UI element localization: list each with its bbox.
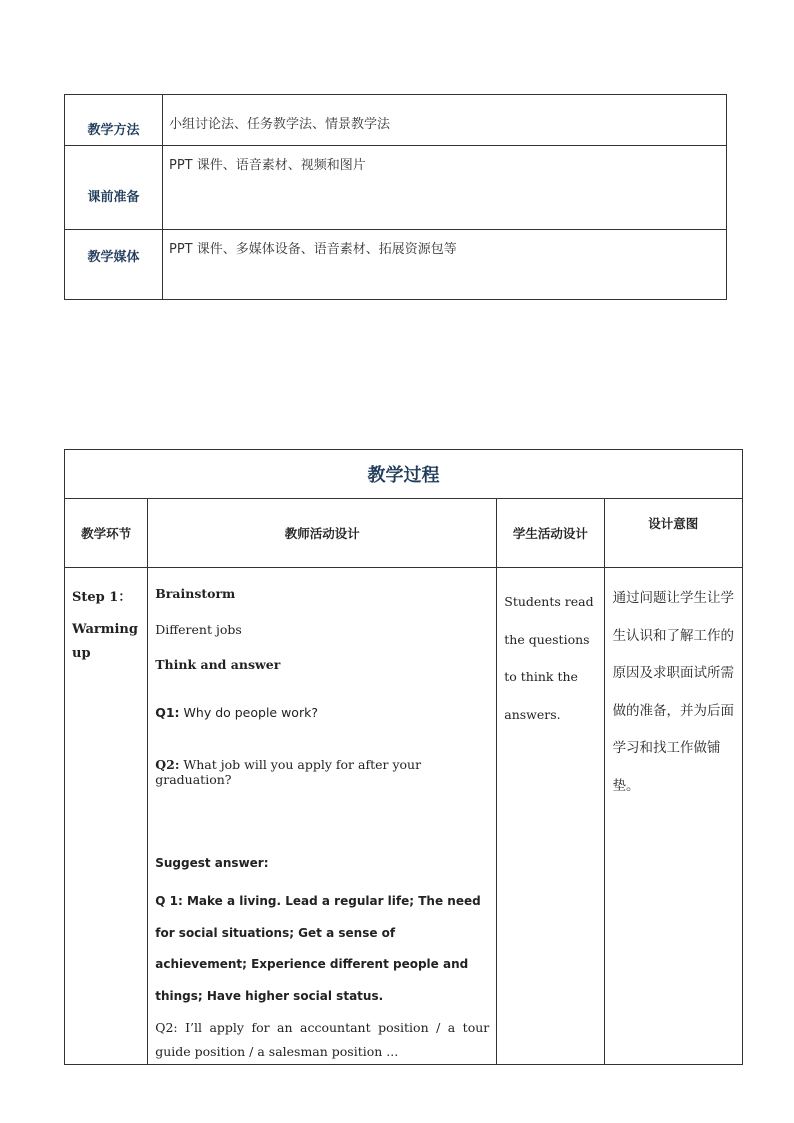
info-label: 课前准备 bbox=[65, 146, 163, 230]
step-name: Warming up bbox=[72, 622, 138, 661]
question-1 bbox=[155, 705, 489, 720]
think-answer-heading: Think and answer bbox=[155, 657, 281, 672]
teacher-cell bbox=[148, 568, 497, 1065]
q1-text: Why do people work? bbox=[179, 705, 318, 720]
info-value: PPT 课件、多媒体设备、语音素材、拓展资源包等 bbox=[163, 230, 727, 300]
different-jobs: Different jobs bbox=[155, 622, 242, 637]
info-row bbox=[65, 146, 727, 230]
step-row bbox=[65, 568, 743, 1065]
header-design-intent: 设计意图 bbox=[604, 499, 742, 568]
step-number: Step 1： bbox=[72, 590, 132, 605]
brainstorm-heading: Brainstorm bbox=[155, 586, 236, 601]
info-label: 教学媒体 bbox=[65, 230, 163, 300]
info-label: 教学方法 bbox=[65, 95, 163, 146]
info-row bbox=[65, 230, 727, 300]
info-row bbox=[65, 95, 727, 146]
q2-label: Q2: bbox=[155, 757, 180, 772]
question-2 bbox=[155, 757, 489, 787]
student-cell bbox=[497, 568, 604, 1065]
info-value: 小组讨论法、任务教学法、情景教学法 bbox=[163, 95, 727, 146]
q2-text: What job will you apply for after your graduation? bbox=[155, 757, 422, 787]
student-activity: Students read the questions to think the answers. bbox=[504, 594, 594, 722]
header-stage: 教学环节 bbox=[65, 499, 148, 568]
header-teacher-activity: 教师活动设计 bbox=[148, 499, 497, 568]
design-intent: 通过问题让学生让学生认识和了解工作的原因及求职面试所需做的准备，并为后面学习和找工作做铺垫。 bbox=[612, 590, 735, 794]
info-value: PPT 课件、语音素材、视频和图片 bbox=[163, 146, 727, 230]
answer-1: Q 1: Make a living. Lead a regular life; The need for social situations; Get a sense of achievement; Experience different people and things; Have higher social status. bbox=[155, 894, 481, 1003]
info-table bbox=[64, 94, 727, 300]
stage-cell bbox=[65, 568, 148, 1065]
process-table bbox=[64, 449, 743, 1065]
header-row bbox=[65, 499, 743, 568]
intent-cell bbox=[604, 568, 742, 1065]
process-title: 教学过程 bbox=[65, 450, 743, 499]
suggest-answer-heading: Suggest answer: bbox=[155, 856, 269, 870]
q1-label: Q1: bbox=[155, 705, 180, 720]
header-student-activity: 学生活动设计 bbox=[497, 499, 604, 568]
answer-2: Q2: I’ll apply for an accountant position / a tour guide position / a salesman position ... bbox=[155, 1020, 490, 1059]
